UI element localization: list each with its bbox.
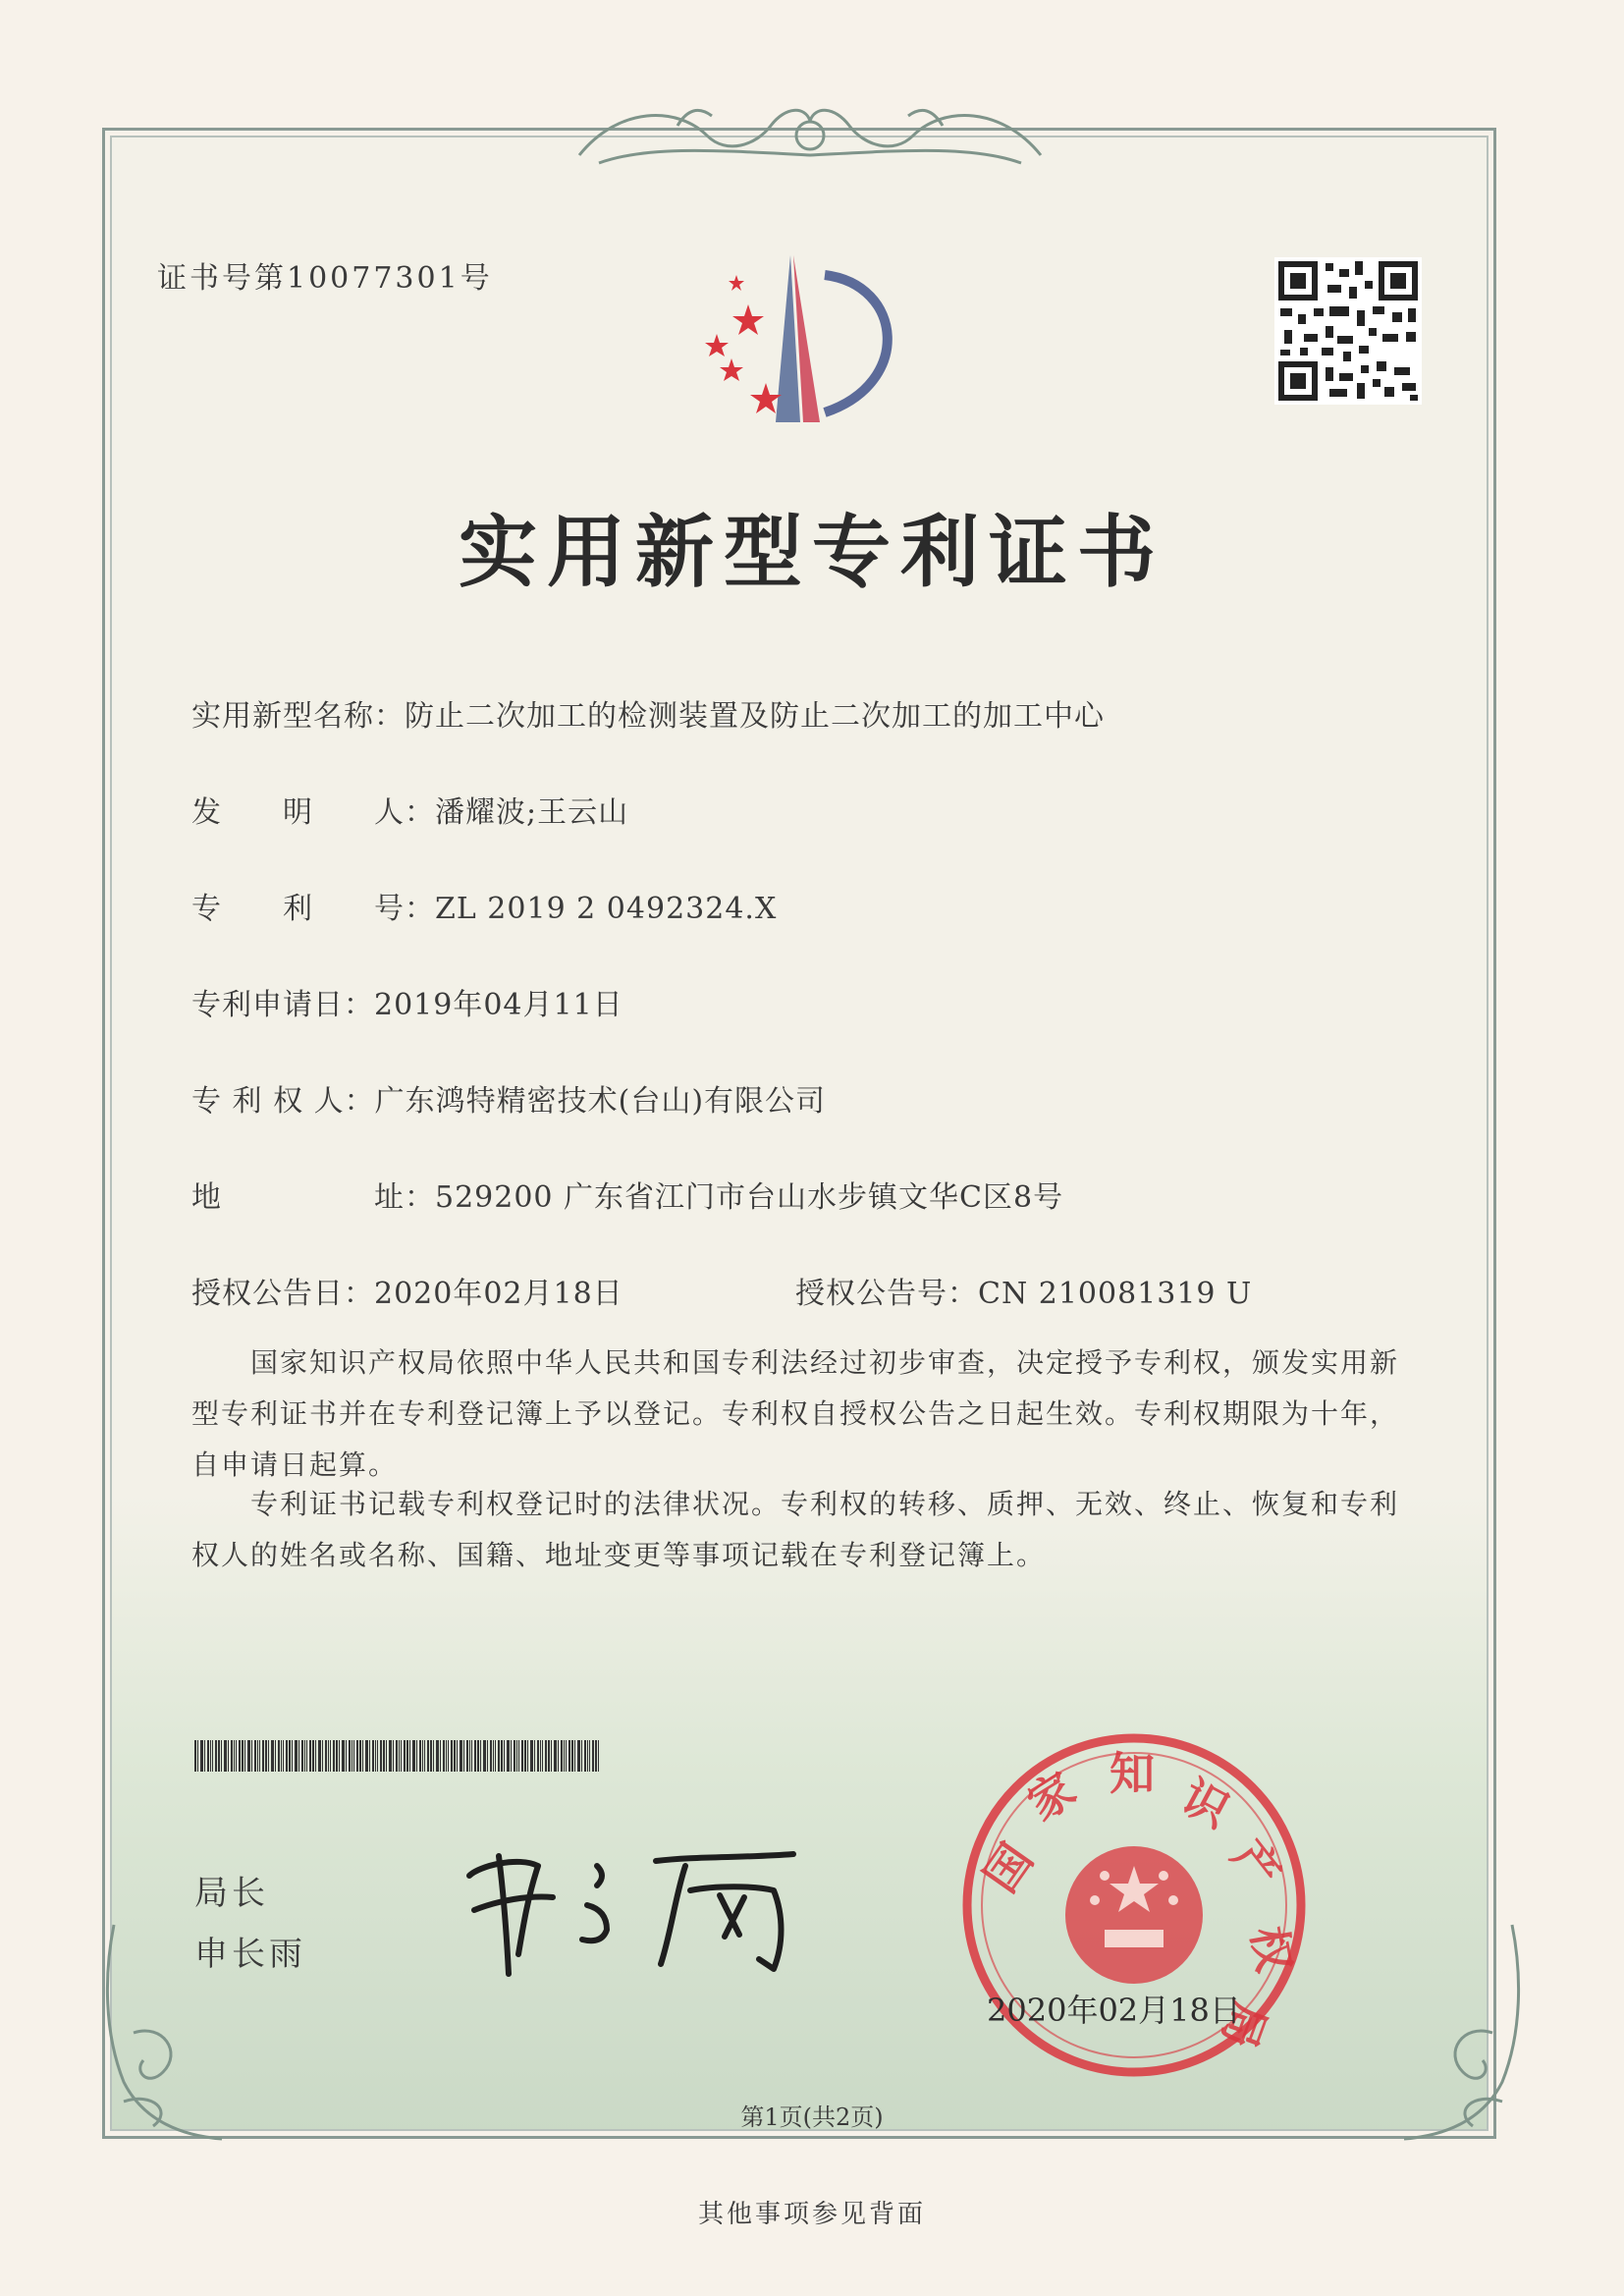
signatory-name: 申长雨 bbox=[194, 1935, 306, 1974]
barcode-bar bbox=[490, 1740, 492, 1772]
barcode-bar bbox=[268, 1740, 269, 1772]
signatory-title: 局长 bbox=[194, 1874, 269, 1913]
barcode-bar bbox=[359, 1740, 361, 1772]
barcode-bar bbox=[514, 1740, 515, 1772]
field-patentee bbox=[191, 1076, 826, 1120]
body-paragraph-1: 国家知识产权局依照中华人民共和国专利法经过初步审查，决定授予专利权，颁发实用新型专利证书并在专利登记簿上予以登记。专利权自授权公告之日起生效。专利权期限为十年，自申请日起算。 bbox=[191, 1346, 1400, 1481]
svg-text:家: 家 bbox=[1018, 1762, 1085, 1831]
barcode-bar bbox=[396, 1740, 398, 1772]
field-label: 授权公告号： bbox=[795, 1277, 978, 1311]
field-value: 2019年04月11日 bbox=[374, 988, 623, 1022]
barcode-bar bbox=[436, 1740, 439, 1772]
qr-code-icon bbox=[1274, 257, 1422, 405]
barcode-bar bbox=[362, 1740, 363, 1772]
patent-emblem-icon bbox=[677, 246, 923, 432]
barcode-bar bbox=[540, 1740, 541, 1772]
field-value: 防止二次加工的检测装置及防止二次加工的加工中心 bbox=[405, 699, 1105, 734]
field-grant-date bbox=[191, 1269, 623, 1312]
svg-text:局: 局 bbox=[1211, 1995, 1277, 2055]
barcode-bar bbox=[218, 1740, 220, 1772]
barcode-bar bbox=[561, 1740, 563, 1772]
barcode-bar bbox=[386, 1740, 387, 1772]
barcode-bar bbox=[416, 1740, 417, 1772]
svg-text:权: 权 bbox=[1241, 1922, 1302, 1977]
barcode-bar bbox=[558, 1740, 559, 1772]
field-label: 授权公告日： bbox=[191, 1277, 374, 1311]
barcode-bar bbox=[443, 1740, 445, 1772]
barcode-bar bbox=[365, 1740, 368, 1772]
top-ornament-icon bbox=[560, 86, 1060, 175]
barcode-icon bbox=[194, 1740, 602, 1772]
barcode-bar bbox=[271, 1740, 274, 1772]
barcode-bar bbox=[292, 1740, 293, 1772]
barcode-bar bbox=[551, 1740, 552, 1772]
barcode-bar bbox=[295, 1740, 298, 1772]
barcode-bar bbox=[375, 1740, 376, 1772]
field-label: 发 明 人： bbox=[191, 795, 435, 830]
field-filing-date bbox=[191, 980, 623, 1023]
barcode-bar bbox=[518, 1740, 519, 1772]
barcode-bar bbox=[247, 1740, 250, 1772]
barcode-bar bbox=[466, 1740, 468, 1772]
field-label: 地 址： bbox=[191, 1180, 435, 1215]
barcode-bar bbox=[454, 1740, 456, 1772]
barcode-bar bbox=[242, 1740, 244, 1772]
barcode-bar bbox=[342, 1740, 345, 1772]
barcode-bar bbox=[537, 1740, 539, 1772]
barcode-bar bbox=[440, 1740, 441, 1772]
barcode-bar bbox=[312, 1740, 314, 1772]
barcode-bar bbox=[581, 1740, 582, 1772]
barcode-bar bbox=[564, 1740, 565, 1772]
barcode-bar bbox=[401, 1740, 402, 1772]
barcode-bar bbox=[197, 1740, 198, 1772]
barcode-bar bbox=[322, 1740, 323, 1772]
barcode-bar bbox=[463, 1740, 464, 1772]
barcode-bar bbox=[584, 1740, 586, 1772]
barcode-bar bbox=[406, 1740, 408, 1772]
barcode-bar bbox=[315, 1740, 316, 1772]
barcode-bar bbox=[471, 1740, 472, 1772]
certificate-title: 实用新型专利证书 bbox=[459, 506, 1165, 598]
body-paragraph-2: 专利证书记载专利权登记时的法律状况。专利权的转移、质押、无效、终止、恢复和专利权人的姓名或名称、国籍、地址变更等事项记载在专利登记簿上。 bbox=[191, 1488, 1400, 1571]
barcode-bar bbox=[236, 1740, 237, 1772]
barcode-bar bbox=[483, 1740, 486, 1772]
field-value: ZL 2019 2 0492324.X bbox=[435, 892, 778, 926]
barcode-bar bbox=[574, 1740, 575, 1772]
field-value: 潘耀波;王云山 bbox=[435, 795, 629, 830]
svg-text:识: 识 bbox=[1172, 1770, 1238, 1838]
barcode-bar bbox=[330, 1740, 331, 1772]
barcode-bar bbox=[448, 1740, 449, 1772]
barcode-bar bbox=[469, 1740, 470, 1772]
barcode-bar bbox=[577, 1740, 580, 1772]
svg-text:知: 知 bbox=[1110, 1747, 1155, 1800]
barcode-bar bbox=[278, 1740, 280, 1772]
barcode-bar bbox=[281, 1740, 282, 1772]
barcode-bar bbox=[275, 1740, 276, 1772]
barcode-bar bbox=[215, 1740, 217, 1772]
barcode-bar bbox=[244, 1740, 245, 1772]
barcode-bar bbox=[534, 1740, 535, 1772]
barcode-bar bbox=[336, 1740, 338, 1772]
barcode-bar bbox=[545, 1740, 547, 1772]
barcode-bar bbox=[231, 1740, 233, 1772]
barcode-bar bbox=[265, 1740, 267, 1772]
barcode-bar bbox=[318, 1740, 321, 1772]
barcode-bar bbox=[259, 1740, 260, 1772]
barcode-bar bbox=[298, 1740, 299, 1772]
barcode-bar bbox=[419, 1740, 421, 1772]
field-label: 专利申请日： bbox=[191, 988, 374, 1022]
field-value: 529200 广东省江门市台山水步镇文华C区8号 bbox=[435, 1180, 1064, 1215]
barcode-bar bbox=[501, 1740, 503, 1772]
barcode-bar bbox=[480, 1740, 481, 1772]
field-value: 2020年02月18日 bbox=[374, 1277, 623, 1311]
barcode-bar bbox=[598, 1740, 599, 1772]
barcode-bar bbox=[592, 1740, 594, 1772]
barcode-bar bbox=[380, 1740, 382, 1772]
barcode-bar bbox=[504, 1740, 505, 1772]
back-note: 其他事项参见背面 bbox=[697, 2200, 926, 2229]
barcode-bar bbox=[356, 1740, 358, 1772]
barcode-bar bbox=[498, 1740, 500, 1772]
barcode-bar bbox=[568, 1740, 570, 1772]
field-inventor bbox=[191, 788, 628, 831]
barcode-bar bbox=[566, 1740, 567, 1772]
barcode-bar bbox=[210, 1740, 211, 1772]
field-patent-number bbox=[191, 884, 777, 927]
barcode-bar bbox=[571, 1740, 573, 1772]
barcode-bar bbox=[516, 1740, 517, 1772]
barcode-bar bbox=[377, 1740, 378, 1772]
barcode-bar bbox=[389, 1740, 392, 1772]
barcode-bar bbox=[328, 1740, 329, 1772]
barcode-bar bbox=[393, 1740, 394, 1772]
barcode-bar bbox=[251, 1740, 252, 1772]
barcode-bar bbox=[228, 1740, 229, 1772]
barcode-bar bbox=[589, 1740, 590, 1772]
barcode-bar bbox=[349, 1740, 351, 1772]
barcode-bar bbox=[446, 1740, 447, 1772]
barcode-bar bbox=[521, 1740, 523, 1772]
barcode-bar bbox=[221, 1740, 222, 1772]
field-address bbox=[191, 1173, 1063, 1216]
barcode-bar bbox=[194, 1740, 196, 1772]
barcode-bar bbox=[239, 1740, 241, 1772]
barcode-bar bbox=[422, 1740, 423, 1772]
barcode-bar bbox=[507, 1740, 510, 1772]
barcode-bar bbox=[325, 1740, 327, 1772]
barcode-bar bbox=[495, 1740, 496, 1772]
barcode-bar bbox=[511, 1740, 512, 1772]
barcode-bar bbox=[212, 1740, 213, 1772]
barcode-bar bbox=[451, 1740, 453, 1772]
signature-icon bbox=[460, 1836, 813, 1984]
barcode-bar bbox=[399, 1740, 400, 1772]
field-label: 实用新型名称： bbox=[191, 699, 405, 734]
barcode-bar bbox=[524, 1740, 526, 1772]
field-utility-model-name bbox=[191, 691, 1105, 735]
svg-text:产: 产 bbox=[1221, 1830, 1292, 1899]
barcode-bar bbox=[433, 1740, 434, 1772]
barcode-bar bbox=[474, 1740, 476, 1772]
barcode-bar bbox=[383, 1740, 385, 1772]
barcode-bar bbox=[477, 1740, 479, 1772]
svg-text:国: 国 bbox=[973, 1833, 1044, 1902]
barcode-bar bbox=[283, 1740, 284, 1772]
barcode-bar bbox=[234, 1740, 235, 1772]
barcode-bar bbox=[372, 1740, 374, 1772]
barcode-bar bbox=[301, 1740, 303, 1772]
seal-date: 2020年02月18日 bbox=[987, 1992, 1241, 2029]
barcode-bar bbox=[427, 1740, 429, 1772]
barcode-bar bbox=[542, 1740, 543, 1772]
barcode-bar bbox=[254, 1740, 256, 1772]
barcode-bar bbox=[224, 1740, 227, 1772]
barcode-bar bbox=[257, 1740, 258, 1772]
barcode-bar bbox=[404, 1740, 406, 1772]
barcode-bar bbox=[353, 1740, 354, 1772]
field-label: 专 利 权 人： bbox=[191, 1084, 375, 1119]
barcode-bar bbox=[309, 1740, 311, 1772]
barcode-bar bbox=[457, 1740, 458, 1772]
barcode-bar bbox=[304, 1740, 305, 1772]
field-value: 广东鸿特精密技术(台山)有限公司 bbox=[374, 1084, 827, 1119]
field-label: 专 利 号： bbox=[191, 892, 435, 926]
barcode-bar bbox=[527, 1740, 528, 1772]
barcode-bar bbox=[289, 1740, 291, 1772]
barcode-bar bbox=[595, 1740, 597, 1772]
barcode-bar bbox=[430, 1740, 432, 1772]
barcode-bar bbox=[369, 1740, 370, 1772]
barcode-bar bbox=[346, 1740, 347, 1772]
field-grant-number bbox=[795, 1269, 1252, 1312]
barcode-bar bbox=[493, 1740, 494, 1772]
barcode-bar bbox=[286, 1740, 288, 1772]
barcode-bar bbox=[262, 1740, 264, 1772]
barcode-bar bbox=[200, 1740, 203, 1772]
barcode-bar bbox=[306, 1740, 307, 1772]
barcode-bar bbox=[460, 1740, 462, 1772]
field-value: CN 210081319 U bbox=[978, 1277, 1253, 1311]
barcode-bar bbox=[409, 1740, 410, 1772]
barcode-bar bbox=[548, 1740, 550, 1772]
barcode-bar bbox=[587, 1740, 588, 1772]
barcode-bar bbox=[424, 1740, 425, 1772]
barcode-bar bbox=[333, 1740, 335, 1772]
barcode-bar bbox=[554, 1740, 557, 1772]
barcode-bar bbox=[207, 1740, 209, 1772]
barcode-bar bbox=[339, 1740, 340, 1772]
barcode-bar bbox=[530, 1740, 533, 1772]
barcode-bar bbox=[412, 1740, 415, 1772]
barcode-bar bbox=[204, 1740, 205, 1772]
page-number: 第1页(共2页) bbox=[740, 2104, 884, 2131]
barcode-bar bbox=[487, 1740, 488, 1772]
certificate-number: 证书号第10077301号 bbox=[157, 261, 493, 296]
